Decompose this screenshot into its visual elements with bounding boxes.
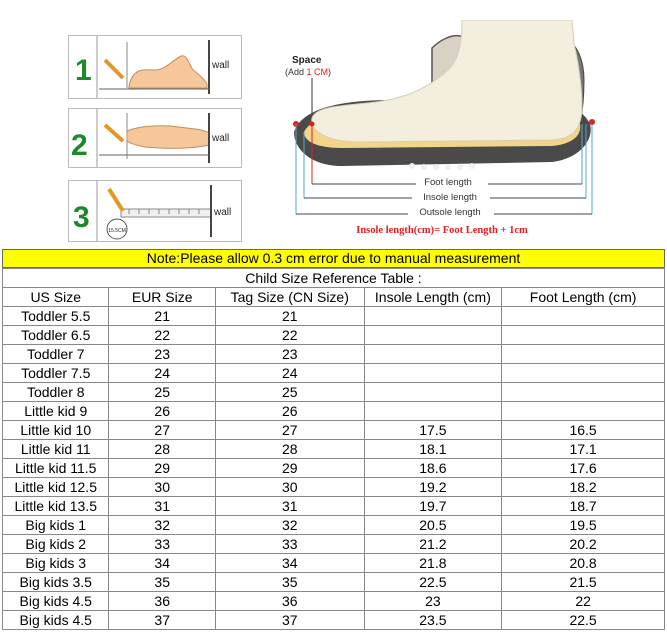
table-cell: Little kid 11	[3, 440, 109, 459]
table-cell: 19.7	[364, 497, 502, 516]
outsole-length-label: Outsole length	[419, 207, 481, 218]
table-cell: 27	[215, 421, 364, 440]
table-cell: 21.5	[502, 573, 665, 592]
table-cell: 20.8	[502, 554, 665, 573]
table-cell: 35	[215, 573, 364, 592]
insole-length-label: Insole length	[423, 192, 477, 203]
table-cell: Toddler 8	[3, 383, 109, 402]
table-cell: 23.5	[364, 611, 502, 630]
table-cell	[364, 364, 502, 383]
table-cell: Toddler 6.5	[3, 326, 109, 345]
table-cell: 16.5	[502, 421, 665, 440]
table-cell: 20.5	[364, 516, 502, 535]
table-cell: 22.5	[502, 611, 665, 630]
table-row	[3, 440, 665, 459]
table-cell: 25	[109, 383, 215, 402]
table-cell: 28	[215, 440, 364, 459]
table-cell: 23	[215, 345, 364, 364]
table-cell: Big kids 4.5	[3, 611, 109, 630]
table-cell: 17.1	[502, 440, 665, 459]
insole-formula: Insole length(cm)= Foot Length + 1cm	[356, 225, 528, 236]
table-cell	[502, 383, 665, 402]
table-cell: Toddler 5.5	[3, 307, 109, 326]
table-cell	[364, 345, 502, 364]
step-3-number: 3	[73, 201, 90, 234]
table-row	[3, 326, 665, 345]
table-cell: Little kid 12.5	[3, 478, 109, 497]
table-cell: 34	[215, 554, 364, 573]
table-cell: 22.5	[364, 573, 502, 592]
table-cell: Little kid 9	[3, 402, 109, 421]
table-cell: 29	[215, 459, 364, 478]
table-cell: 23	[364, 592, 502, 611]
table-row	[3, 478, 665, 497]
table-body	[3, 307, 665, 630]
table-cell: 30	[215, 478, 364, 497]
table-cell: 21.2	[364, 535, 502, 554]
table-cell: 19.5	[502, 516, 665, 535]
step-2-wall-label: wall	[212, 133, 230, 144]
step-1-graphic	[69, 36, 241, 98]
table-cell	[502, 364, 665, 383]
table-cell	[502, 326, 665, 345]
table-cell	[364, 402, 502, 421]
step-3-badge: 15.5CM	[108, 228, 126, 234]
table-row	[3, 592, 665, 611]
table-cell	[502, 307, 665, 326]
step-3-graphic	[69, 181, 241, 241]
table-row	[3, 364, 665, 383]
step-2-panel	[68, 108, 242, 168]
step-1-wall-label: wall	[212, 60, 230, 71]
step-1-panel	[68, 35, 242, 99]
column-header: US Size	[3, 288, 109, 307]
measurement-illustration	[0, 0, 667, 249]
table-cell: 26	[109, 402, 215, 421]
table-cell: Big kids 3	[3, 554, 109, 573]
foot-length-label: Foot length	[424, 177, 472, 188]
table-cell: 18.1	[364, 440, 502, 459]
table-cell: 32	[109, 516, 215, 535]
table-cell: Little kid 13.5	[3, 497, 109, 516]
table-cell: Big kids 1	[3, 516, 109, 535]
table-cell: 24	[109, 364, 215, 383]
table-cell	[364, 383, 502, 402]
column-header: EUR Size	[109, 288, 215, 307]
table-cell: 26	[215, 402, 364, 421]
table-cell: 21.8	[364, 554, 502, 573]
table-cell: 34	[109, 554, 215, 573]
step-2-graphic	[69, 109, 241, 167]
column-header: Tag Size (CN Size)	[215, 288, 364, 307]
table-cell: 24	[215, 364, 364, 383]
table-cell: 30	[109, 478, 215, 497]
table-cell	[364, 326, 502, 345]
column-header: Foot Length (cm)	[502, 288, 665, 307]
table-cell: 21	[215, 307, 364, 326]
table-cell: 28	[109, 440, 215, 459]
column-header: Insole Length (cm)	[364, 288, 502, 307]
table-row	[3, 535, 665, 554]
step-3-wall-label: wall	[214, 207, 232, 218]
space-title: Space	[292, 55, 322, 66]
table-cell: 37	[109, 611, 215, 630]
table-cell: 18.6	[364, 459, 502, 478]
table-cell: 36	[215, 592, 364, 611]
table-cell: Big kids 3.5	[3, 573, 109, 592]
table-cell	[502, 402, 665, 421]
table-row	[3, 307, 665, 326]
table-title: Child Size Reference Table :	[3, 269, 665, 288]
table-cell: 22	[502, 592, 665, 611]
table-cell: Big kids 4.5	[3, 592, 109, 611]
table-cell: 17.5	[364, 421, 502, 440]
step-1-number: 1	[75, 54, 92, 87]
table-cell: 32	[215, 516, 364, 535]
step-3-panel	[68, 180, 242, 242]
table-cell: 33	[215, 535, 364, 554]
table-cell: 35	[109, 573, 215, 592]
measurement-note: Note:Please allow 0.3 cm error due to manual measurement	[2, 249, 665, 268]
table-row	[3, 459, 665, 478]
table-cell: 19.2	[364, 478, 502, 497]
table-row	[3, 497, 665, 516]
table-cell: 22	[109, 326, 215, 345]
table-row	[3, 421, 665, 440]
table-row	[3, 573, 665, 592]
table-cell: 20.2	[502, 535, 665, 554]
table-cell	[364, 307, 502, 326]
table-cell: 37	[215, 611, 364, 630]
table-cell: Toddler 7.5	[3, 364, 109, 383]
table-cell	[502, 345, 665, 364]
shoe-diagram	[282, 20, 604, 242]
step-2-number: 2	[71, 129, 88, 162]
table-cell: 29	[109, 459, 215, 478]
table-cell: 21	[109, 307, 215, 326]
table-cell: 18.2	[502, 478, 665, 497]
table-row	[3, 554, 665, 573]
table-cell: 18.7	[502, 497, 665, 516]
table-cell: 31	[109, 497, 215, 516]
space-subtitle: (Add 1 CM)	[285, 67, 332, 77]
table-cell: 22	[215, 326, 364, 345]
table-cell: Toddler 7	[3, 345, 109, 364]
table-cell: 33	[109, 535, 215, 554]
table-row	[3, 516, 665, 535]
table-row	[3, 611, 665, 630]
size-table	[2, 268, 665, 630]
table-cell: 36	[109, 592, 215, 611]
table-cell: Little kid 11.5	[3, 459, 109, 478]
table-cell: 27	[109, 421, 215, 440]
table-cell: Little kid 10	[3, 421, 109, 440]
table-row	[3, 402, 665, 421]
table-row	[3, 345, 665, 364]
table-header-row	[3, 288, 665, 307]
table-cell: Big kids 2	[3, 535, 109, 554]
table-row	[3, 383, 665, 402]
table-cell: 17.6	[502, 459, 665, 478]
table-cell: 23	[109, 345, 215, 364]
table-cell: 25	[215, 383, 364, 402]
table-cell: 31	[215, 497, 364, 516]
